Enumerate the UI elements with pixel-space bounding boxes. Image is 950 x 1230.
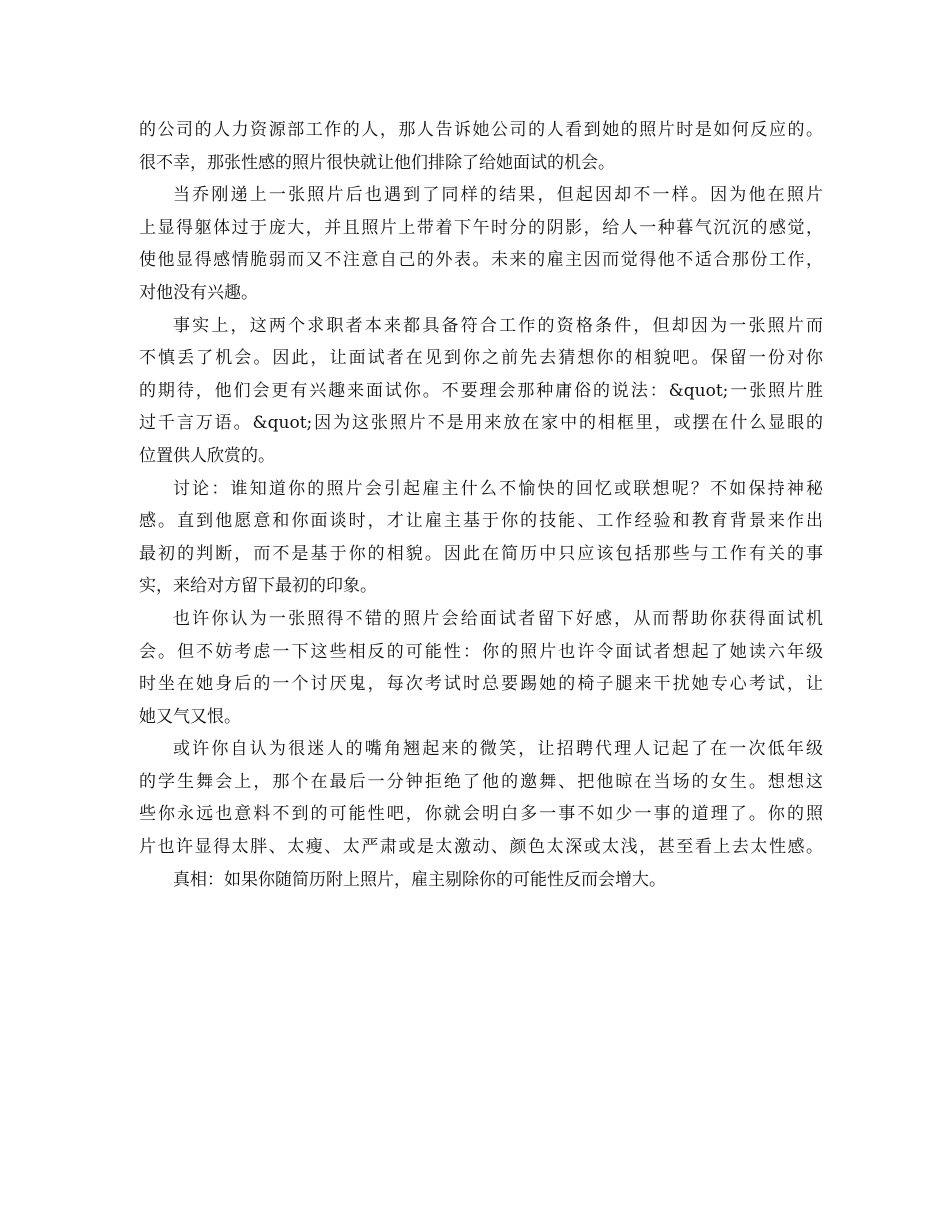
text-line: 对他没有兴趣。 [139, 282, 258, 303]
paragraph-start-line: 也许你认为一张照得不错的照片会给面试者留下好感，从而帮助你获得面试机 [173, 608, 823, 629]
text-line: 时坐在她身后的一个讨厌鬼，每次考试时总要踢她的椅子腿来干扰她专心考试，让 [139, 674, 823, 695]
paragraph-start-line: 或许你自认为很迷人的嘴角翘起来的微笑，让招聘代理人记起了在一次低年级 [173, 739, 823, 760]
paragraph-start-line: 当乔刚递上一张照片后也遇到了同样的结果，但起因却不一样。因为他在照片 [173, 185, 823, 206]
text-line: 实，来给对方留下最初的印象。 [139, 576, 377, 597]
text-line: 会。但不妨考虑一下这些相反的可能性：你的照片也许令面试者想起了她读六年级 [139, 641, 823, 662]
text-line: 不慎丢了机会。因此，让面试者在见到你之前先去猜想你的相貌吧。保留一份对你 [139, 348, 823, 369]
text-line: 的学生舞会上，那个在最后一分钟拒绝了他的邀舞、把他晾在当场的女生。想想这 [139, 771, 823, 792]
text-line: 很不幸，那张性感的照片很快就让他们排除了给她面试的机会。 [139, 152, 615, 173]
paragraph-start-line: 事实上，这两个求职者本来都具备符合工作的资格条件，但却因为一张照片而 [173, 315, 823, 336]
text-line: 的公司的人力资源部工作的人，那人告诉她公司的人看到她的照片时是如何反应的。 [139, 120, 823, 140]
text-line: 片也许显得太胖、太瘦、太严肃或是太激动、颜色太深或太浅，甚至看上去太性感。 [139, 837, 823, 858]
text-line: 上显得躯体过于庞大，并且照片上带着下午时分的阴影，给人一种暮气沉沉的感觉， [139, 217, 823, 238]
text-line: 最初的判断，而不是基于你的相貌。因此在简历中只应该包括那些与工作有关的事 [139, 543, 823, 564]
text-line: 的期待，他们会更有兴趣来面试你。不要理会那种庸俗的说法：&quot;一张照片胜 [139, 380, 823, 401]
text-line: 她又气又恨。 [139, 706, 241, 727]
paragraph-start-line: 真相：如果你随简历附上照片，雇主剔除你的可能性反而会增大。 [173, 869, 666, 890]
text-line: 感。直到他愿意和你面谈时，才让雇主基于你的技能、工作经验和教育背景来作出 [139, 511, 823, 532]
paragraph-start-line: 讨论：谁知道你的照片会引起雇主什么不愉快的回忆或联想呢？不如保持神秘 [173, 478, 823, 499]
document-body [139, 114, 823, 896]
text-line: 使他显得感情脆弱而又不注意自己的外表。未来的雇主因而觉得他不适合那份工作， [139, 250, 823, 271]
text-line: 过千言万语。&quot;因为这张照片不是用来放在家中的相框里，或摆在什么显眼的 [139, 413, 823, 434]
text-line: 些你永远也意料不到的可能性吧，你就会明白多一事不如少一事的道理了。你的照 [139, 804, 823, 825]
text-line: 位置供人欣赏的。 [139, 445, 275, 466]
